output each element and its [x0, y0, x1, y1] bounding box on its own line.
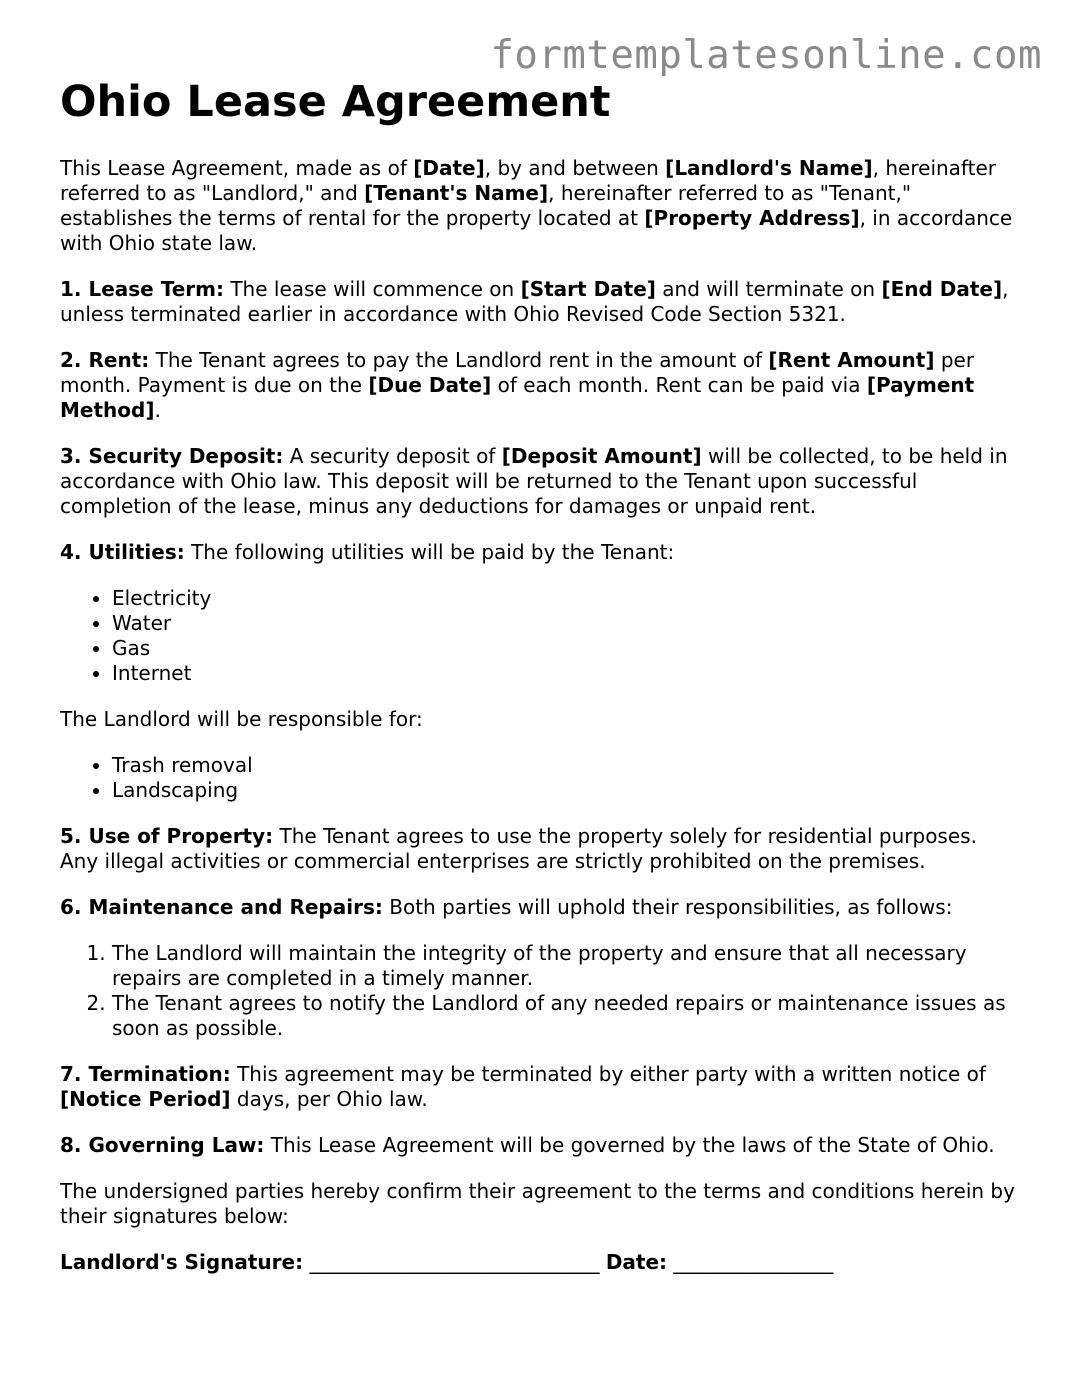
- section-lease-term: 1. Lease Term: The lease will commence on [Start Date] and will terminate on [End Date], unless terminated earlier in accordance with Ohio Revised Code Section 5321.: [60, 277, 1009, 326]
- list-item: • Trash removal: [112, 753, 1020, 778]
- property-address-placeholder: [Property Address]: [644, 206, 860, 230]
- list-item: • Electricity: [112, 586, 1020, 611]
- section-heading: 3. Security Deposit:: [60, 444, 284, 468]
- list-item: 1. The Landlord will maintain the integrity of the property and ensure that all necessary repairs are completed in a timely manner.: [112, 941, 1020, 991]
- section-heading: 7. Termination:: [60, 1062, 231, 1086]
- notice-period-placeholder: [Notice Period]: [60, 1087, 231, 1111]
- section-maintenance: 6. Maintenance and Repairs: Both parties will uphold their responsibilities, as follows:: [60, 895, 953, 919]
- list-item: • Internet: [112, 661, 1020, 686]
- date-field[interactable]: ________________: [667, 1250, 834, 1274]
- signature-label: Landlord's Signature:: [60, 1250, 304, 1274]
- section-governing-law: 8. Governing Law: This Lease Agreement will be governed by the laws of the State of Ohio.: [60, 1133, 995, 1157]
- tenant-utilities-list: [60, 586, 1020, 686]
- signature-line: [60, 1250, 1020, 1275]
- list-item: • Landscaping: [112, 778, 1020, 803]
- intro-paragraph: This Lease Agreement, made as of [Date], by and between [Landlord's Name], hereinafter referred to as "Landlord," and [Tenant's Name], hereinafter referred to as "Tenant," establishes the terms of rental for the property located at [Property Address], in accordance with Ohio state law.: [60, 156, 1013, 255]
- landlord-responsibility-text: The Landlord will be responsible for:: [60, 707, 423, 731]
- section-heading: 4. Utilities:: [60, 540, 185, 564]
- section-heading: 2. Rent:: [60, 348, 150, 372]
- section-use-of-property: 5. Use of Property: The Tenant agrees to use the property solely for residential purposes. Any illegal activities or commercial enterprises are strictly prohibited on the premises.: [60, 824, 977, 873]
- section-heading: 6. Maintenance and Repairs:: [60, 895, 383, 919]
- maintenance-list: [60, 941, 1020, 1041]
- list-item: • Water: [112, 611, 1020, 636]
- date-placeholder: [Date]: [413, 156, 485, 180]
- landlord-utilities-list: [60, 753, 1020, 803]
- closing-paragraph: The undersigned parties hereby confirm their agreement to the terms and conditions herein by their signatures below:: [60, 1179, 1015, 1228]
- watermark: formtemplatesonline.com: [490, 33, 1042, 78]
- list-item: • Gas: [112, 636, 1020, 661]
- section-heading: 5. Use of Property:: [60, 824, 274, 848]
- section-heading: 1. Lease Term:: [60, 277, 224, 301]
- section-heading: 8. Governing Law:: [60, 1133, 265, 1157]
- landlord-name-placeholder: [Landlord's Name]: [665, 156, 873, 180]
- payment-method-placeholder: [Payment Method]: [60, 373, 975, 422]
- date-label: Date:: [605, 1250, 668, 1274]
- start-date-placeholder: [Start Date]: [520, 277, 656, 301]
- section-termination: 7. Termination: This agreement may be terminated by either party with a written notice of [Notice Period] days, per Ohio law.: [60, 1062, 986, 1111]
- tenant-name-placeholder: [Tenant's Name]: [364, 181, 549, 205]
- signature-field[interactable]: _____________________________: [303, 1250, 606, 1274]
- due-date-placeholder: [Due Date]: [368, 373, 492, 397]
- document-title: Ohio Lease Agreement: [60, 77, 611, 127]
- section-security-deposit: 3. Security Deposit: A security deposit of [Deposit Amount] will be collected, to be held in accordance with Ohio law. This deposit will be returned to the Tenant upon successful completion of the lease, minus any deductions for damages or unpaid rent.: [60, 444, 1008, 518]
- document-body: [60, 76, 1020, 1296]
- rent-amount-placeholder: [Rent Amount]: [768, 348, 935, 372]
- deposit-amount-placeholder: [Deposit Amount]: [501, 444, 702, 468]
- end-date-placeholder: [End Date]: [881, 277, 1003, 301]
- section-utilities: 4. Utilities: The following utilities will be paid by the Tenant:: [60, 540, 675, 564]
- list-item: 2. The Tenant agrees to notify the Landlord of any needed repairs or maintenance issues as soon as possible.: [112, 991, 1020, 1041]
- section-rent: 2. Rent: The Tenant agrees to pay the Landlord rent in the amount of [Rent Amount] per month. Payment is due on the [Due Date] of each month. Rent can be paid via [Payment Method].: [60, 348, 975, 422]
